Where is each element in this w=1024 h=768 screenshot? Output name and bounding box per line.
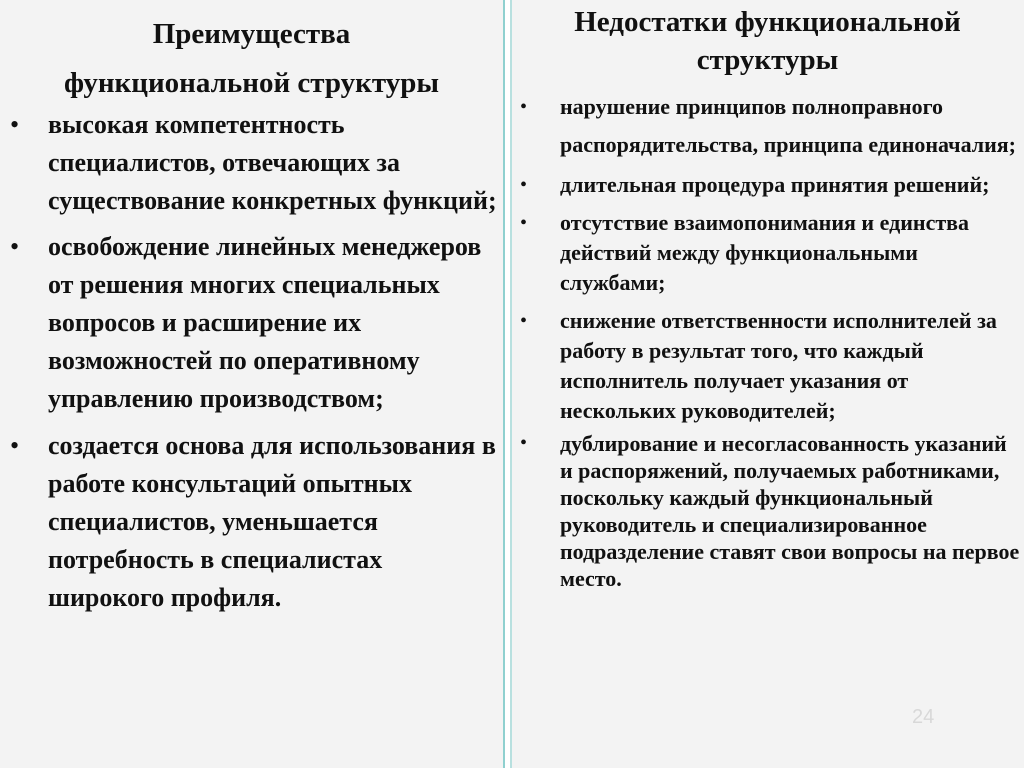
bullet-icon: •: [520, 174, 528, 196]
advantages-title-line2: функциональной структуры: [64, 67, 439, 99]
list-item: [518, 88, 1024, 164]
slide-number: 24: [912, 706, 935, 728]
disadvantages-title-line2: структуры: [696, 44, 839, 76]
disadvantages-list: [518, 88, 1024, 592]
bullet-icon: •: [10, 110, 20, 139]
disadvantages-title-line1: Недостатки функциональной: [574, 6, 961, 38]
list-item: [518, 306, 1024, 426]
bullet-icon: •: [520, 212, 528, 234]
advantage-text: высокая компетентность специалистов, отвечающих за существование конкретных функций;: [48, 110, 497, 215]
advantage-text: освобождение линейных менеджеров от решения многих специальных вопросов и расширение их возможностей по оперативному управлению производством;: [48, 232, 482, 413]
bullet-icon: •: [520, 96, 528, 118]
advantages-title-line1: Преимущества: [152, 18, 351, 50]
list-item: [518, 208, 1024, 298]
bullet-icon: •: [520, 310, 528, 332]
disadvantage-text: дублирование и несогласованность указаний и распоряжений, получаемых работниками, поскольку каждый функциональный руководитель и специализированное подразделение ставят свои вопросы на первое место.: [560, 431, 1020, 591]
column-divider: [503, 0, 505, 768]
advantages-list: [10, 106, 500, 617]
disadvantage-text: длительная процедура принятия решений;: [560, 172, 990, 197]
list-item: [10, 106, 500, 220]
list-item: [10, 427, 500, 617]
disadvantage-text: нарушение принципов полноправного распорядительства, принципа единоначалия;: [560, 94, 1017, 157]
disadvantage-text: снижение ответственности исполнителей за работу в результат того, что каждый исполнитель получает указания от нескольких руководителей;: [560, 308, 997, 423]
bullet-icon: •: [520, 432, 528, 454]
bullet-icon: •: [10, 232, 20, 261]
list-item: [10, 228, 500, 418]
column-divider-secondary: [510, 0, 512, 768]
disadvantage-text: отсутствие взаимопонимания и единства действий между функциональными службами;: [560, 210, 970, 295]
advantage-text: создается основа для использования в работе консультаций опытных специалистов, уменьшается потребность в специалистах широкого профиля.: [48, 431, 496, 612]
disadvantages-title: [511, 3, 1024, 79]
bullet-icon: •: [10, 431, 20, 460]
advantages-title: [0, 10, 503, 108]
list-item: [518, 170, 1024, 200]
list-item: [518, 430, 1024, 592]
